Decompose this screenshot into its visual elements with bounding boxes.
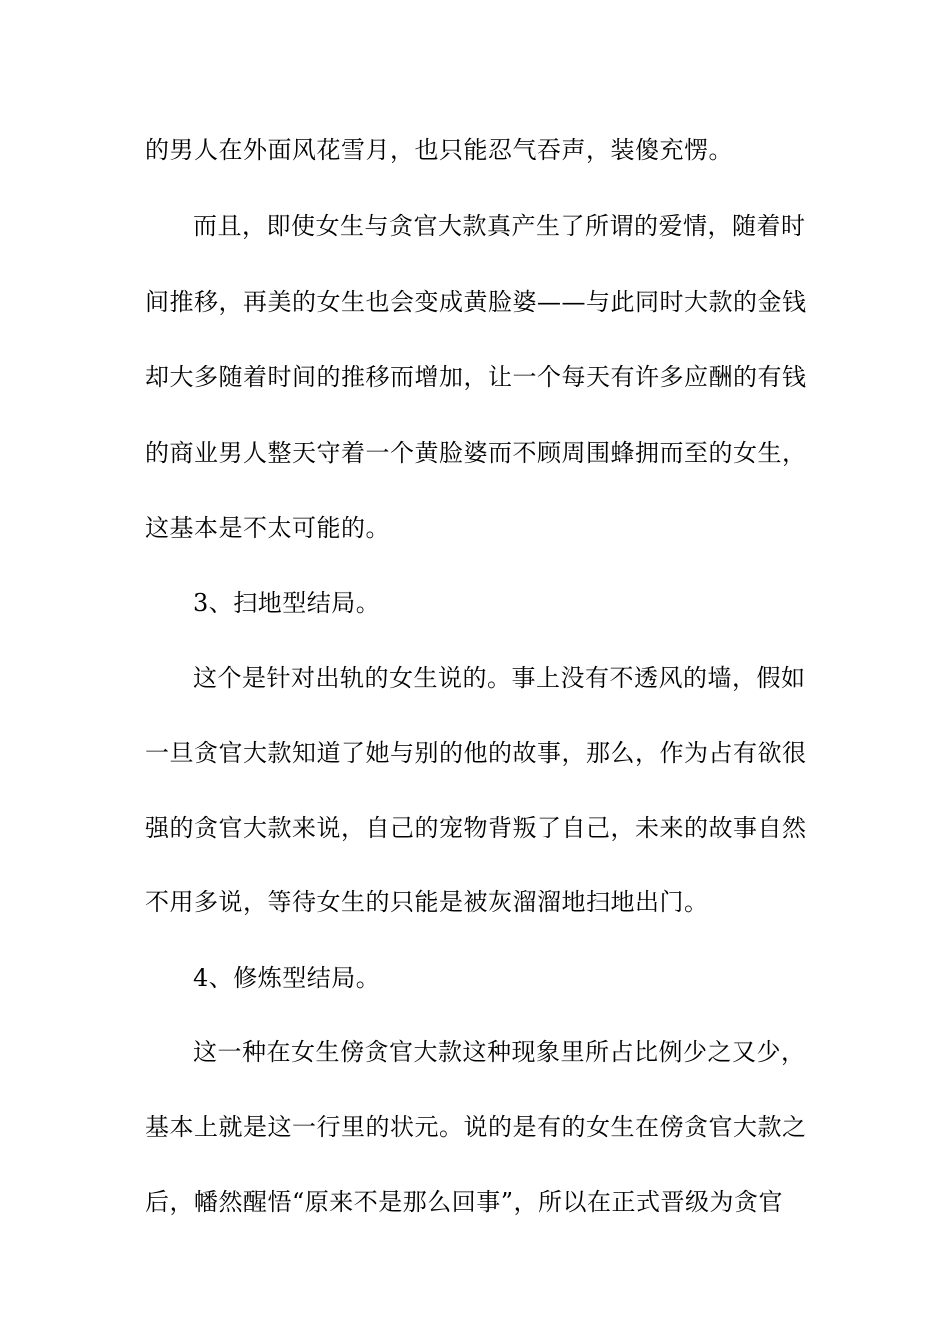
text-line: 基本上就是这一行里的状元。说的是有的女生在傍贪官大款之 — [145, 1113, 807, 1141]
section-heading: 4、修炼型结局。 — [193, 964, 381, 992]
text-line: 后，幡然醒悟“原来不是那么回事”，所以在正式晋级为贪官 — [145, 1188, 784, 1216]
text-line: 强的贪官大款来说，自己的宠物背叛了自己，未来的故事自然 — [145, 814, 807, 842]
text-line: 一旦贪官大款知道了她与别的他的故事，那么，作为占有欲很 — [145, 739, 807, 767]
text-line: 的男人在外面风花雪月，也只能忍气吞声，装傻充愣。 — [145, 136, 733, 164]
text-line: 却大多随着时间的推移而增加，让一个每天有许多应酬的有钱 — [145, 363, 807, 391]
paragraph-start-line: 而且，即使女生与贪官大款真产生了所谓的爱情，随着时 — [193, 212, 806, 240]
text-line: 的商业男人整天守着一个黄脸婆而不顾周围蜂拥而至的女生， — [145, 439, 807, 467]
text-line: 不用多说，等待女生的只能是被灰溜溜地扫地出门。 — [145, 888, 709, 916]
paragraph-start-line: 这个是针对出轨的女生说的。事上没有不透风的墙，假如 — [193, 664, 806, 692]
paragraph-start-line: 这一种在女生傍贪官大款这种现象里所占比例少之又少， — [193, 1038, 806, 1066]
section-heading: 3、扫地型结局。 — [193, 589, 381, 617]
text-line: 这基本是不太可能的。 — [145, 514, 390, 542]
text-line: 间推移，再美的女生也会变成黄脸婆——与此同时大款的金钱 — [145, 288, 807, 316]
